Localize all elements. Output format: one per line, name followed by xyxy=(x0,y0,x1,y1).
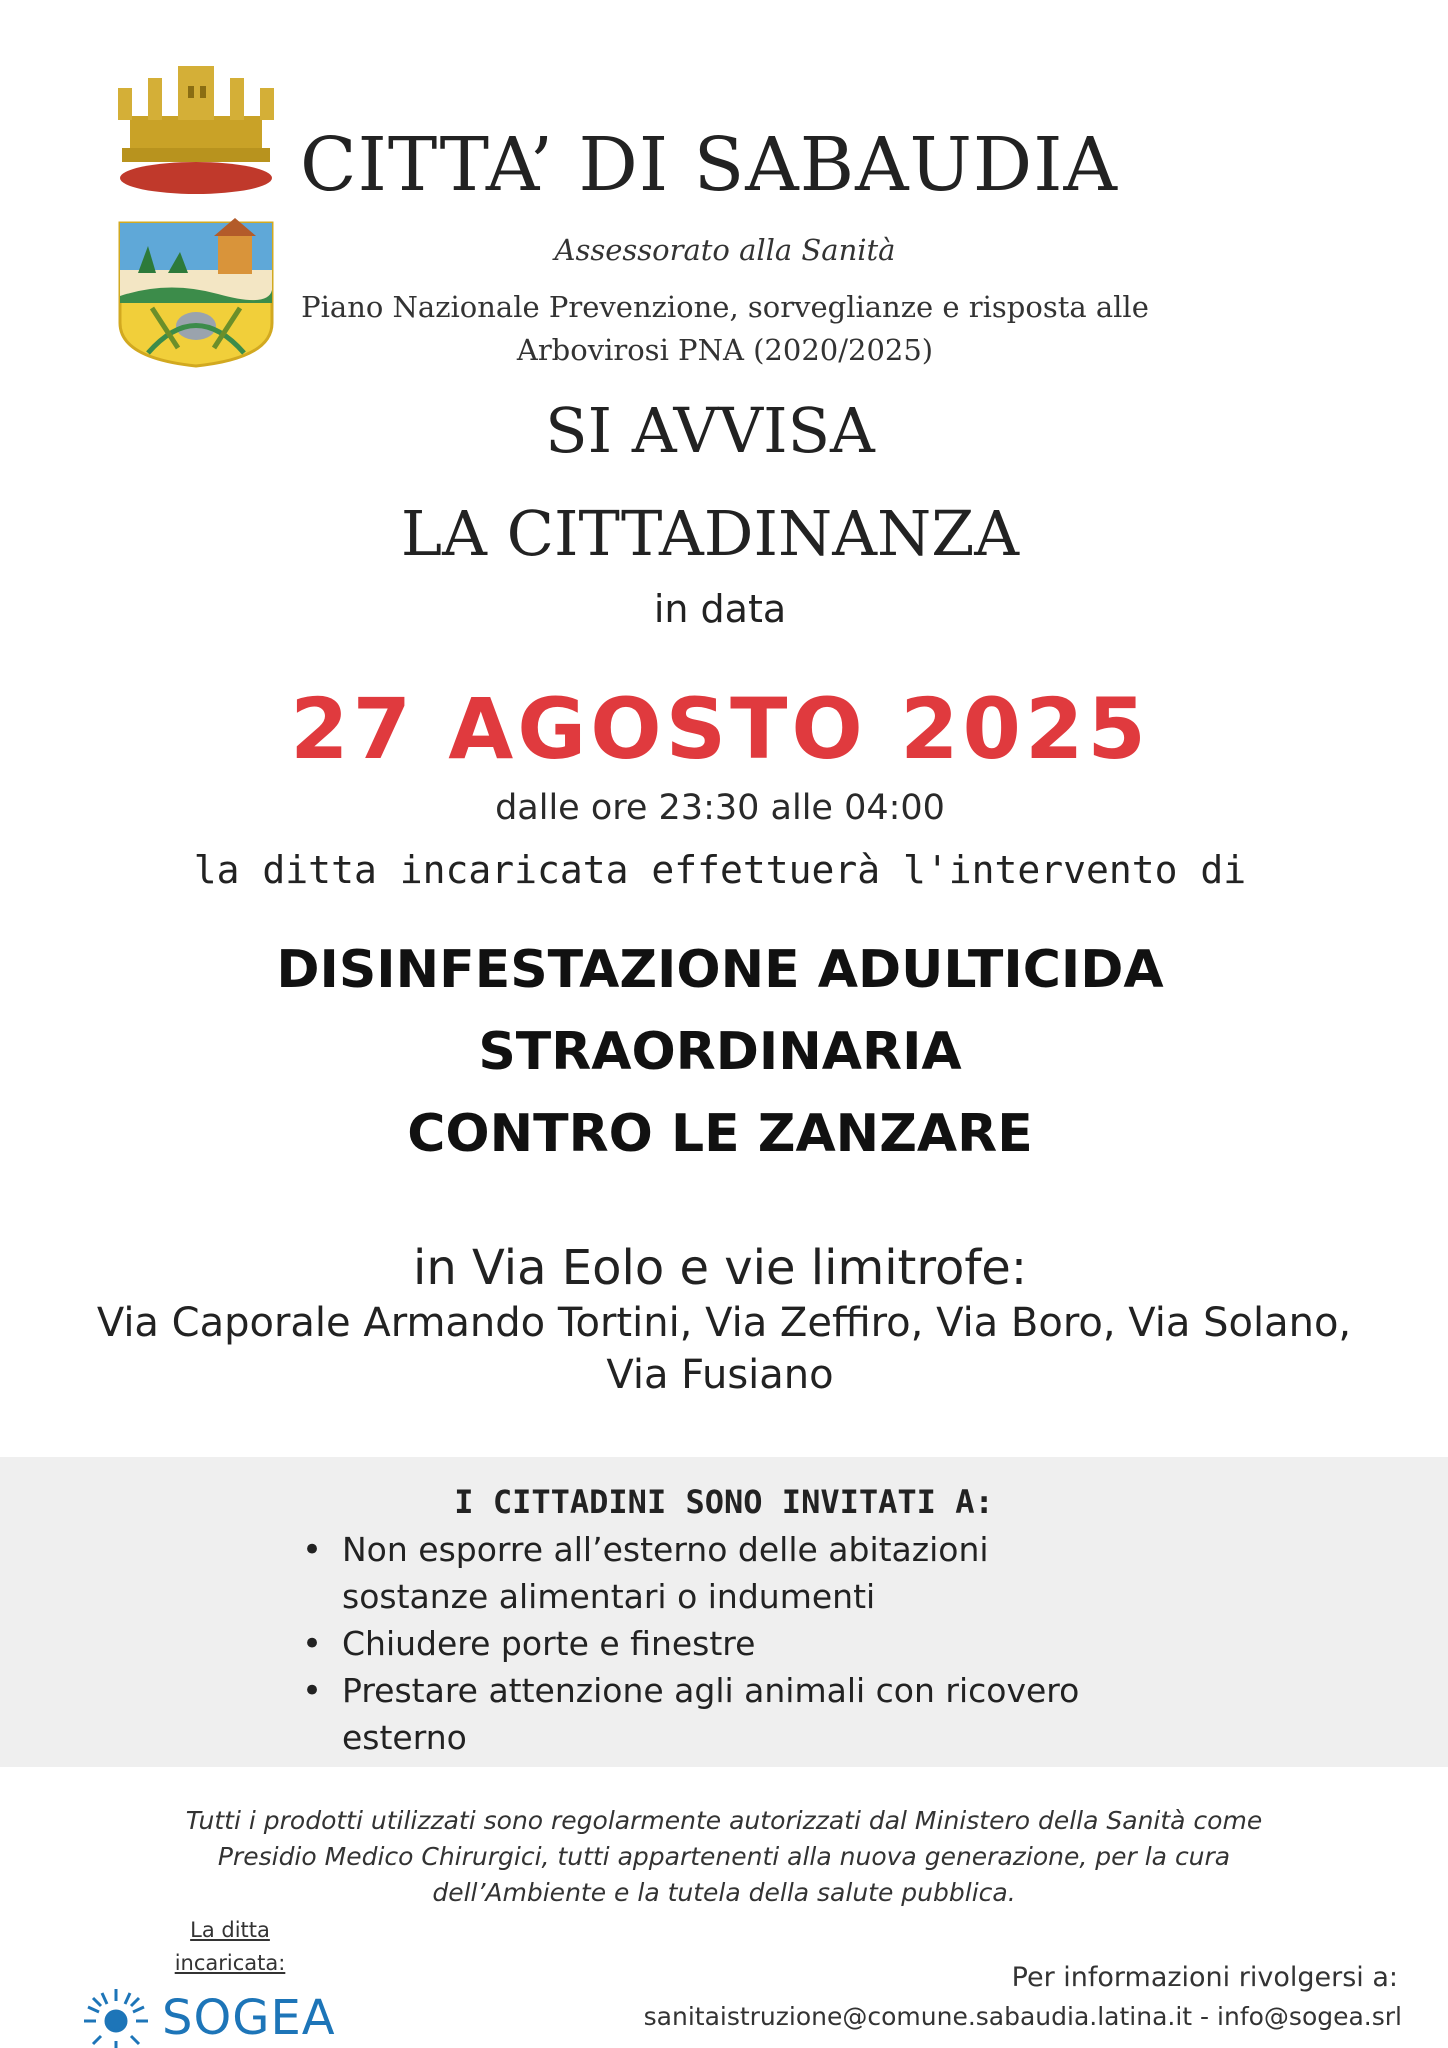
intervention-title-3: CONTRO LE ZANZARE xyxy=(407,1104,1033,1164)
instruction-item: Chiudere porte e finestre xyxy=(342,1624,756,1663)
plan-line-1: Piano Nazionale Prevenzione, sorveglianze e risposta alle xyxy=(301,290,1149,324)
bullet-icon: • xyxy=(302,1671,323,1711)
notice-heading-1: SI AVVISA xyxy=(545,394,875,467)
in-data-label: in data xyxy=(653,587,787,631)
company-name: SOGEA xyxy=(162,1990,336,2046)
bullet-icon: • xyxy=(302,1530,323,1570)
intervention-hours: dalle ore 23:30 alle 04:00 xyxy=(495,788,945,828)
location-street-list: Via Caporale Armando Tortini, Via Zeffiro, Via Boro, Via Solano, xyxy=(96,1300,1352,1346)
products-note-line-3: dell’Ambiente e la tutela della salute pubblica. xyxy=(432,1878,1016,1907)
instructions-title: I CITTADINI SONO INVITATI A: xyxy=(454,1483,994,1521)
bullet-icon: • xyxy=(302,1624,323,1664)
info-label: Per informazioni rivolgersi a: xyxy=(1011,1962,1398,1993)
city-crest-icon xyxy=(108,58,284,368)
intervention-date: 27 AGOSTO 2025 xyxy=(290,680,1150,778)
instruction-item: Prestare attenzione agli animali con ricovero xyxy=(342,1671,1080,1710)
department-name: Assessorato alla Sanità xyxy=(554,233,896,267)
products-note-line-1: Tutti i prodotti utilizzati sono regolarmente autorizzati dal Ministero della Sanità come xyxy=(185,1806,1263,1835)
notice-heading-2: LA CITTADINANZA xyxy=(400,497,1020,570)
intervention-title-1: DISINFESTAZIONE ADULTICIDA xyxy=(276,940,1164,1000)
contractor-label-2: incaricata: xyxy=(174,1951,286,1975)
contractor-intro: la ditta incaricata effettuerà l'intervento di xyxy=(193,848,1247,892)
plan-line-2: Arbovirosi PNA (2020/2025) xyxy=(516,333,934,367)
instruction-item: Non esporre all’esterno delle abitazioni xyxy=(342,1530,989,1569)
products-note-line-2: Presidio Medico Chirurgici, tutti appartenenti alla nuova generazione, per la cura xyxy=(217,1842,1231,1871)
instruction-item-continued: sostanze alimentari o indumenti xyxy=(342,1577,876,1616)
city-title: CITTA’ DI SABAUDIA xyxy=(300,122,1118,208)
contractor-label-1: La ditta xyxy=(190,1918,270,1942)
location-street-last: Via Fusiano xyxy=(606,1352,834,1398)
location-main: in Via Eolo e vie limitrofe: xyxy=(412,1240,1027,1296)
contact-emails[interactable]: sanitaistruzione@comune.sabaudia.latina.it - info@sogea.srl xyxy=(643,2002,1402,2031)
intervention-title-2: STRAORDINARIA xyxy=(478,1022,962,1082)
instruction-item-continued: esterno xyxy=(342,1718,467,1757)
sogea-logo-icon xyxy=(80,1985,152,2048)
